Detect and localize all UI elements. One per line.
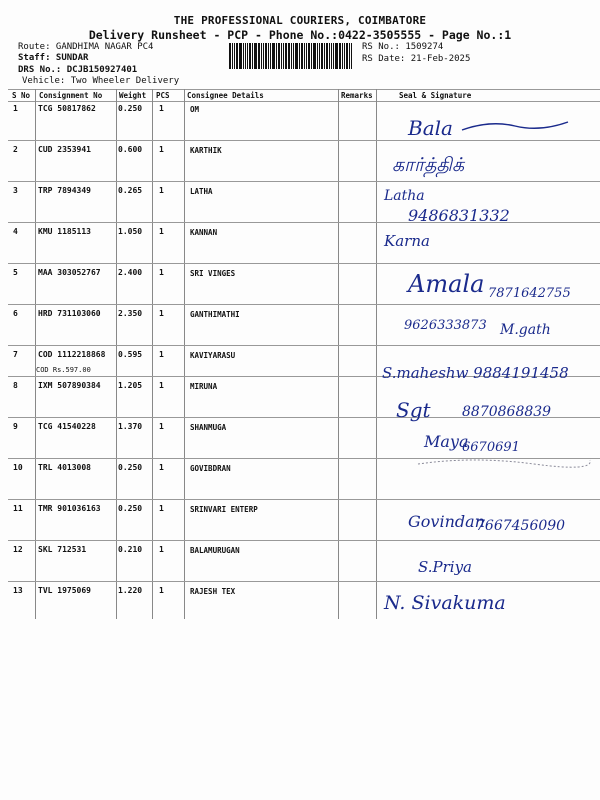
barcode-bar <box>349 43 350 69</box>
barcode-bar <box>243 43 244 69</box>
signature-phone: 9626333873 <box>404 318 487 333</box>
row-pcs: 1 <box>159 545 164 554</box>
row-consignment: SKL 712531 <box>38 545 87 554</box>
barcode-bar <box>265 43 267 69</box>
signature: Sgt <box>396 398 431 422</box>
row-consignment: TVL 1975069 <box>38 586 91 595</box>
row-sno: 11 <box>13 504 23 513</box>
row-pcs: 1 <box>159 463 164 472</box>
row-pcs: 1 <box>159 268 164 277</box>
barcode-bar <box>245 43 246 69</box>
signature-phone: 6670691 <box>462 440 520 455</box>
row-consignee: BALAMURUGAN <box>190 546 240 555</box>
row-rule <box>8 581 600 582</box>
row-consignment: TMR 901036163 <box>38 504 101 513</box>
row-consignment: TRP 7894349 <box>38 186 91 195</box>
row-sno: 9 <box>13 422 18 431</box>
row-sno: 5 <box>13 268 18 277</box>
barcode-bar <box>276 43 277 69</box>
row-rule <box>8 222 600 223</box>
col-header-consignee: Consignee Details <box>187 91 264 100</box>
row-consignment: KMU 1185113 <box>38 227 91 236</box>
row-sno: 13 <box>13 586 23 595</box>
row-weight: 1.220 <box>118 586 143 595</box>
signature-flourish <box>460 112 570 142</box>
signature: Latha <box>384 188 425 204</box>
barcode-bar <box>351 43 352 69</box>
rs-date: RS Date: 21-Feb-2025 <box>362 54 471 64</box>
row-weight: 0.600 <box>118 145 143 154</box>
barcode-bar <box>278 43 280 69</box>
row-weight: 0.595 <box>118 350 143 359</box>
row-sno: 7 <box>13 350 18 359</box>
row-consignment: TCG 50817862 <box>38 104 96 113</box>
barcode-bar <box>232 43 233 69</box>
row-consignee: GANTHIMATHI <box>190 310 240 319</box>
barcode-bar <box>229 43 231 69</box>
row-consignee: KAVIYARASU <box>190 351 236 360</box>
barcode-bar <box>321 43 323 69</box>
row-consignee: KARTHIK <box>190 146 222 155</box>
barcode-bar <box>283 43 284 69</box>
signature-phone: 8870868839 <box>462 404 552 420</box>
signature: Bala <box>408 116 453 140</box>
row-consignment: CUD 2353941 <box>38 145 91 154</box>
barcode-bar <box>346 43 348 69</box>
row-pcs: 1 <box>159 227 164 236</box>
barcode-bar <box>324 43 325 69</box>
row-pcs: 1 <box>159 309 164 318</box>
signature: M.gath <box>500 322 551 338</box>
barcode-bar <box>234 43 235 69</box>
row-consignee: RAJESH TEX <box>190 587 236 596</box>
barcode-bar <box>263 43 264 69</box>
barcode-bar <box>299 43 300 69</box>
row-rule <box>8 263 600 264</box>
barcode-bar <box>285 43 287 69</box>
row-consignee: MIRUNA <box>190 382 218 391</box>
barcode-bar <box>317 43 318 69</box>
route-label: Route: GANDHIMA NAGAR PC4 <box>18 42 154 52</box>
col-header-pcs: PCS <box>156 91 170 100</box>
col-header-remarks: Remarks <box>341 91 373 100</box>
barcode-bar <box>236 43 238 69</box>
signature-phone: 9486831332 <box>408 206 510 225</box>
barcode-bar <box>319 43 320 69</box>
row-pcs: 1 <box>159 145 164 154</box>
barcode-bar <box>252 43 253 69</box>
col-header-consignment: Consignment No <box>39 91 103 100</box>
barcode-bar <box>261 43 262 69</box>
signature: S.Priya <box>418 558 472 576</box>
col-header-weight: Weight <box>119 91 147 100</box>
row-rule <box>8 499 600 500</box>
row-sno: 6 <box>13 309 18 318</box>
row-rule <box>8 345 600 346</box>
signature: Amala <box>408 270 485 298</box>
barcode-bar <box>247 43 248 69</box>
barcode-bar <box>326 43 328 69</box>
row-sno: 12 <box>13 545 23 554</box>
row-sno: 1 <box>13 104 18 113</box>
barcode-bar <box>313 43 316 69</box>
row-weight: 0.210 <box>118 545 143 554</box>
row-pcs: 1 <box>159 381 164 390</box>
row-weight: 0.250 <box>118 463 143 472</box>
barcode-image <box>229 43 355 69</box>
row-sno: 3 <box>13 186 18 195</box>
barcode-bar <box>293 43 294 69</box>
stamp-mark <box>414 452 594 474</box>
row-consignee: SRI VINGES <box>190 269 236 278</box>
row-weight: 0.265 <box>118 186 143 195</box>
row-sno: 4 <box>13 227 18 236</box>
row-weight: 2.350 <box>118 309 143 318</box>
row-pcs: 1 <box>159 104 164 113</box>
table-top-rule <box>8 89 600 90</box>
row-consignee: OM <box>190 105 200 114</box>
row-weight: 2.400 <box>118 268 143 277</box>
rs-number: RS No.: 1509274 <box>362 42 444 52</box>
barcode-bar <box>249 43 251 69</box>
row-consignee: GOVIBDRAN <box>190 464 231 473</box>
row-rule <box>8 181 600 182</box>
barcode-bar <box>308 43 310 69</box>
row-pcs: 1 <box>159 422 164 431</box>
barcode-bar <box>270 43 271 69</box>
barcode-bar <box>311 43 312 69</box>
cod-amount: COD Rs.597.00 <box>36 366 91 374</box>
row-sno: 2 <box>13 145 18 154</box>
barcode-bar <box>239 43 242 69</box>
row-consignee: KANNAN <box>190 228 218 237</box>
barcode-bar <box>339 43 341 69</box>
signature: N. Sivakuma <box>384 592 506 614</box>
signature: Maya <box>424 432 469 451</box>
barcode-bar <box>306 43 307 69</box>
drs-number: DRS No.: DCJB150927401 <box>18 65 138 75</box>
barcode-bar <box>288 43 290 69</box>
barcode-bar <box>281 43 282 69</box>
row-sno: 10 <box>13 463 23 472</box>
barcode-bar <box>268 43 269 69</box>
row-rule <box>8 540 600 541</box>
row-sno: 8 <box>13 381 18 390</box>
col-header-seal: Seal & Signature <box>399 91 472 100</box>
row-consignee: SRINVARI ENTERP <box>190 505 258 514</box>
row-pcs: 1 <box>159 350 164 359</box>
barcode-bar <box>301 43 303 69</box>
row-weight: 1.050 <box>118 227 143 236</box>
signature: Karna <box>384 232 430 250</box>
row-weight: 0.250 <box>118 504 143 513</box>
row-pcs: 1 <box>159 586 164 595</box>
row-consignment: TRL 4013008 <box>38 463 91 472</box>
row-pcs: 1 <box>159 186 164 195</box>
barcode-bar <box>291 43 292 69</box>
barcode-bar <box>254 43 257 69</box>
barcode-bar <box>333 43 334 69</box>
signature-phone: 7871642755 <box>488 286 571 301</box>
row-consignment: IXM 507890384 <box>38 381 101 390</box>
row-consignment: COD 1112218868 <box>38 350 106 359</box>
staff-label: Staff: SUNDAR <box>18 53 89 63</box>
signature-phone: 7667456090 <box>476 518 566 534</box>
row-rule <box>8 304 600 305</box>
vehicle-label: Vehicle: Two Wheeler Delivery <box>22 76 180 86</box>
row-weight: 0.250 <box>118 104 143 113</box>
row-consignee: LATHA <box>190 187 213 196</box>
runsheet-title: Delivery Runsheet - PCP - Phone No.:0422-3505555 - Page No.:1 <box>88 28 512 42</box>
row-weight: 1.205 <box>118 381 143 390</box>
table-header-rule <box>8 101 600 102</box>
barcode-bar <box>331 43 332 69</box>
signature: Govindan <box>408 512 485 531</box>
barcode-bar <box>335 43 338 69</box>
signature: S.maheshw 9884191458 <box>382 364 569 382</box>
barcode-bar <box>295 43 298 69</box>
row-consignee: SHANMUGA <box>190 423 227 432</box>
barcode-bar <box>344 43 345 69</box>
row-consignment: TCG 41540228 <box>38 422 96 431</box>
row-consignment: MAA 303052767 <box>38 268 101 277</box>
barcode-bar <box>342 43 343 69</box>
row-pcs: 1 <box>159 504 164 513</box>
row-consignment: HRD 731103060 <box>38 309 101 318</box>
col-header-sno: S No <box>12 91 31 100</box>
barcode-bar <box>272 43 275 69</box>
row-weight: 1.370 <box>118 422 143 431</box>
company-title: THE PROFESSIONAL COURIERS, COIMBATORE <box>173 14 427 27</box>
barcode-bar <box>304 43 305 69</box>
barcode-bar <box>258 43 260 69</box>
signature: கார்த்திக் <box>392 154 465 176</box>
barcode-bar <box>329 43 330 69</box>
